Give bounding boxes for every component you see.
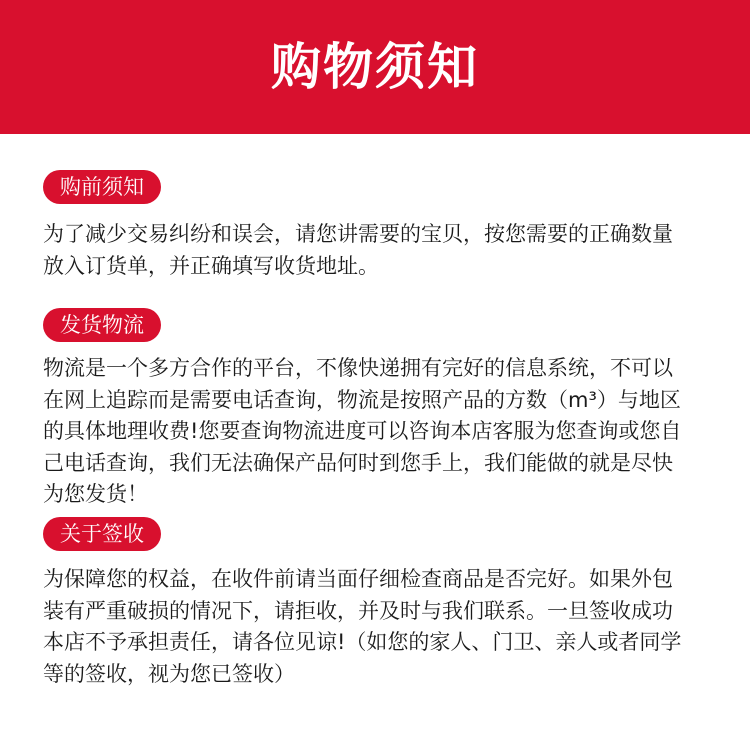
section-heading-before-purchase: 购前须知 <box>43 170 161 204</box>
text-line: 己电话查询，我们无法确保产品何时到您手上，我们能做的就是尽快 <box>43 450 673 475</box>
section-body-before-purchase <box>43 219 713 282</box>
text-line: 等的签收，视为您已签收） <box>43 661 295 686</box>
section-heading-receipt: 关于签收 <box>43 517 161 551</box>
section-receipt <box>43 517 713 690</box>
text-line: 为您发货！ <box>43 482 148 506</box>
section-body-receipt <box>43 564 713 690</box>
text-line: 物流是一个多方合作的平台，不像快递拥有完好的信息系统，不可以 <box>43 356 673 380</box>
section-before-purchase <box>43 170 713 282</box>
text-line: 在网上追踪而是需要电话查询，物流是按照产品的方数（m³）与地区 <box>43 387 681 412</box>
section-body-shipping <box>43 353 713 511</box>
page-title: 购物须知 <box>271 38 479 96</box>
section-heading-shipping: 发货物流 <box>43 308 161 342</box>
text-line: 为了减少交易纠纷和误会，请您讲需要的宝贝，按您需要的正确数量 <box>43 222 673 246</box>
text-line: 放入订货单，并正确填写收货地址。 <box>43 253 379 278</box>
header-banner <box>0 0 750 134</box>
text-line: 为保障您的权益，在收件前请当面仔细检查商品是否完好。如果外包 <box>43 567 673 591</box>
text-line: 本店不予承担责任，请各位见谅!（如您的家人、门卫、亲人或者同学 <box>43 630 682 654</box>
text-line: 装有严重破损的情况下，请拒收，并及时与我们联系。一旦签收成功 <box>43 598 673 623</box>
section-shipping <box>43 308 713 511</box>
text-line: 的具体地理收费!您要查询物流进度可以咨询本店客服为您查询或您自 <box>43 419 682 443</box>
